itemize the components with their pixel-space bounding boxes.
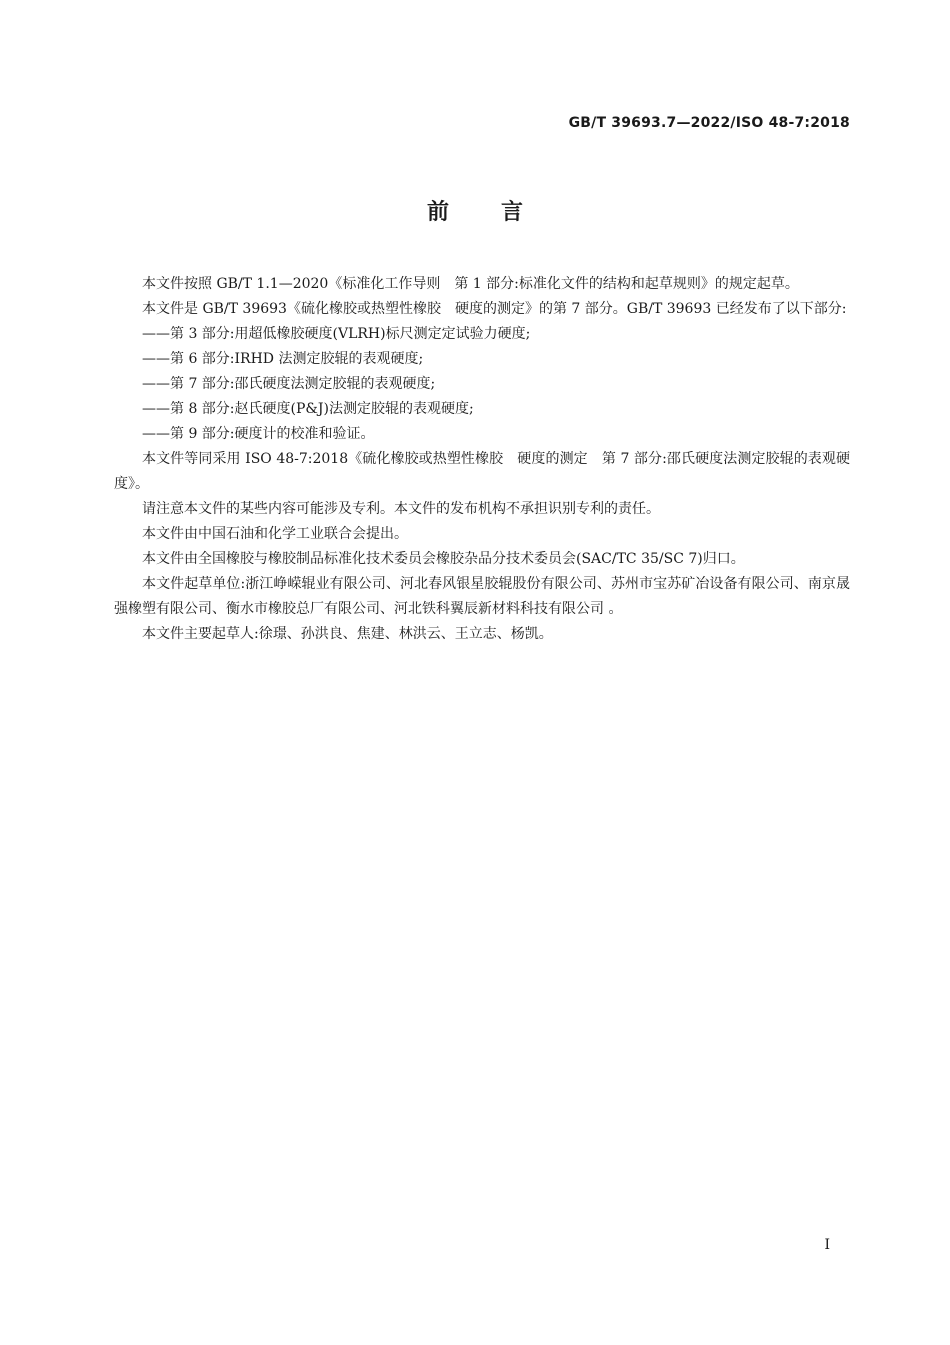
list-item: ——第 3 部分:用超低橡胶硬度(VLRH)标尺测定定试验力硬度; bbox=[142, 326, 531, 342]
paragraph-series-intro: 本文件是 GB/T 39693《硫化橡胶或热塑性橡胶 硬度的测定》的第 7 部分。GB/T 39693 已经发布了以下部分: bbox=[142, 301, 847, 317]
list-item: ——第 8 部分:赵氏硬度(P&J)法测定胶辊的表观硬度; bbox=[142, 401, 474, 417]
standard-number: GB/T 39693.7—2022/ISO 48-7:2018 bbox=[568, 115, 850, 131]
paragraph-patent-notice: 请注意本文件的某些内容可能涉及专利。本文件的发布机构不承担识别专利的责任。 bbox=[142, 501, 660, 517]
list-item: ——第 6 部分:IRHD 法测定胶辊的表观硬度; bbox=[142, 351, 424, 367]
paragraph-drafting-rules: 本文件按照 GB/T 1.1—2020《标准化工作导则 第 1 部分:标准化文件的结构和起草规则》的规定起草。 bbox=[142, 276, 799, 292]
paragraph-drafters: 本文件主要起草人:徐璟、孙洪良、焦建、林洪云、王立志、杨凯。 bbox=[142, 626, 553, 642]
paragraph-committee: 本文件由全国橡胶与橡胶制品标准化技术委员会橡胶杂品分技术委员会(SAC/TC 35/SC 7)归口。 bbox=[142, 551, 745, 567]
paragraph-iso-adoption: 本文件等同采用 ISO 48-7:2018《硫化橡胶或热塑性橡胶 硬度的测定 第 7 部分:邵氏硬度法测定胶辊的表观硬度》。 bbox=[114, 451, 850, 492]
parts-list bbox=[114, 322, 850, 447]
page-number: I bbox=[824, 1237, 830, 1253]
paragraph-proposer: 本文件由中国石油和化学工业联合会提出。 bbox=[142, 526, 408, 542]
list-item: ——第 9 部分:硬度计的校准和验证。 bbox=[142, 426, 375, 442]
paragraph-drafting-units: 本文件起草单位:浙江峥嵘辊业有限公司、河北春风银星胶辊股份有限公司、苏州市宝苏矿冶设备有限公司、南京晟强橡塑有限公司、衡水市橡胶总厂有限公司、河北铁科翼辰新材料科技有限公司 。 bbox=[114, 576, 850, 617]
document-body bbox=[114, 272, 850, 647]
page-title: 前言 bbox=[426, 200, 575, 225]
list-item: ——第 7 部分:邵氏硬度法测定胶辊的表观硬度; bbox=[142, 376, 436, 392]
